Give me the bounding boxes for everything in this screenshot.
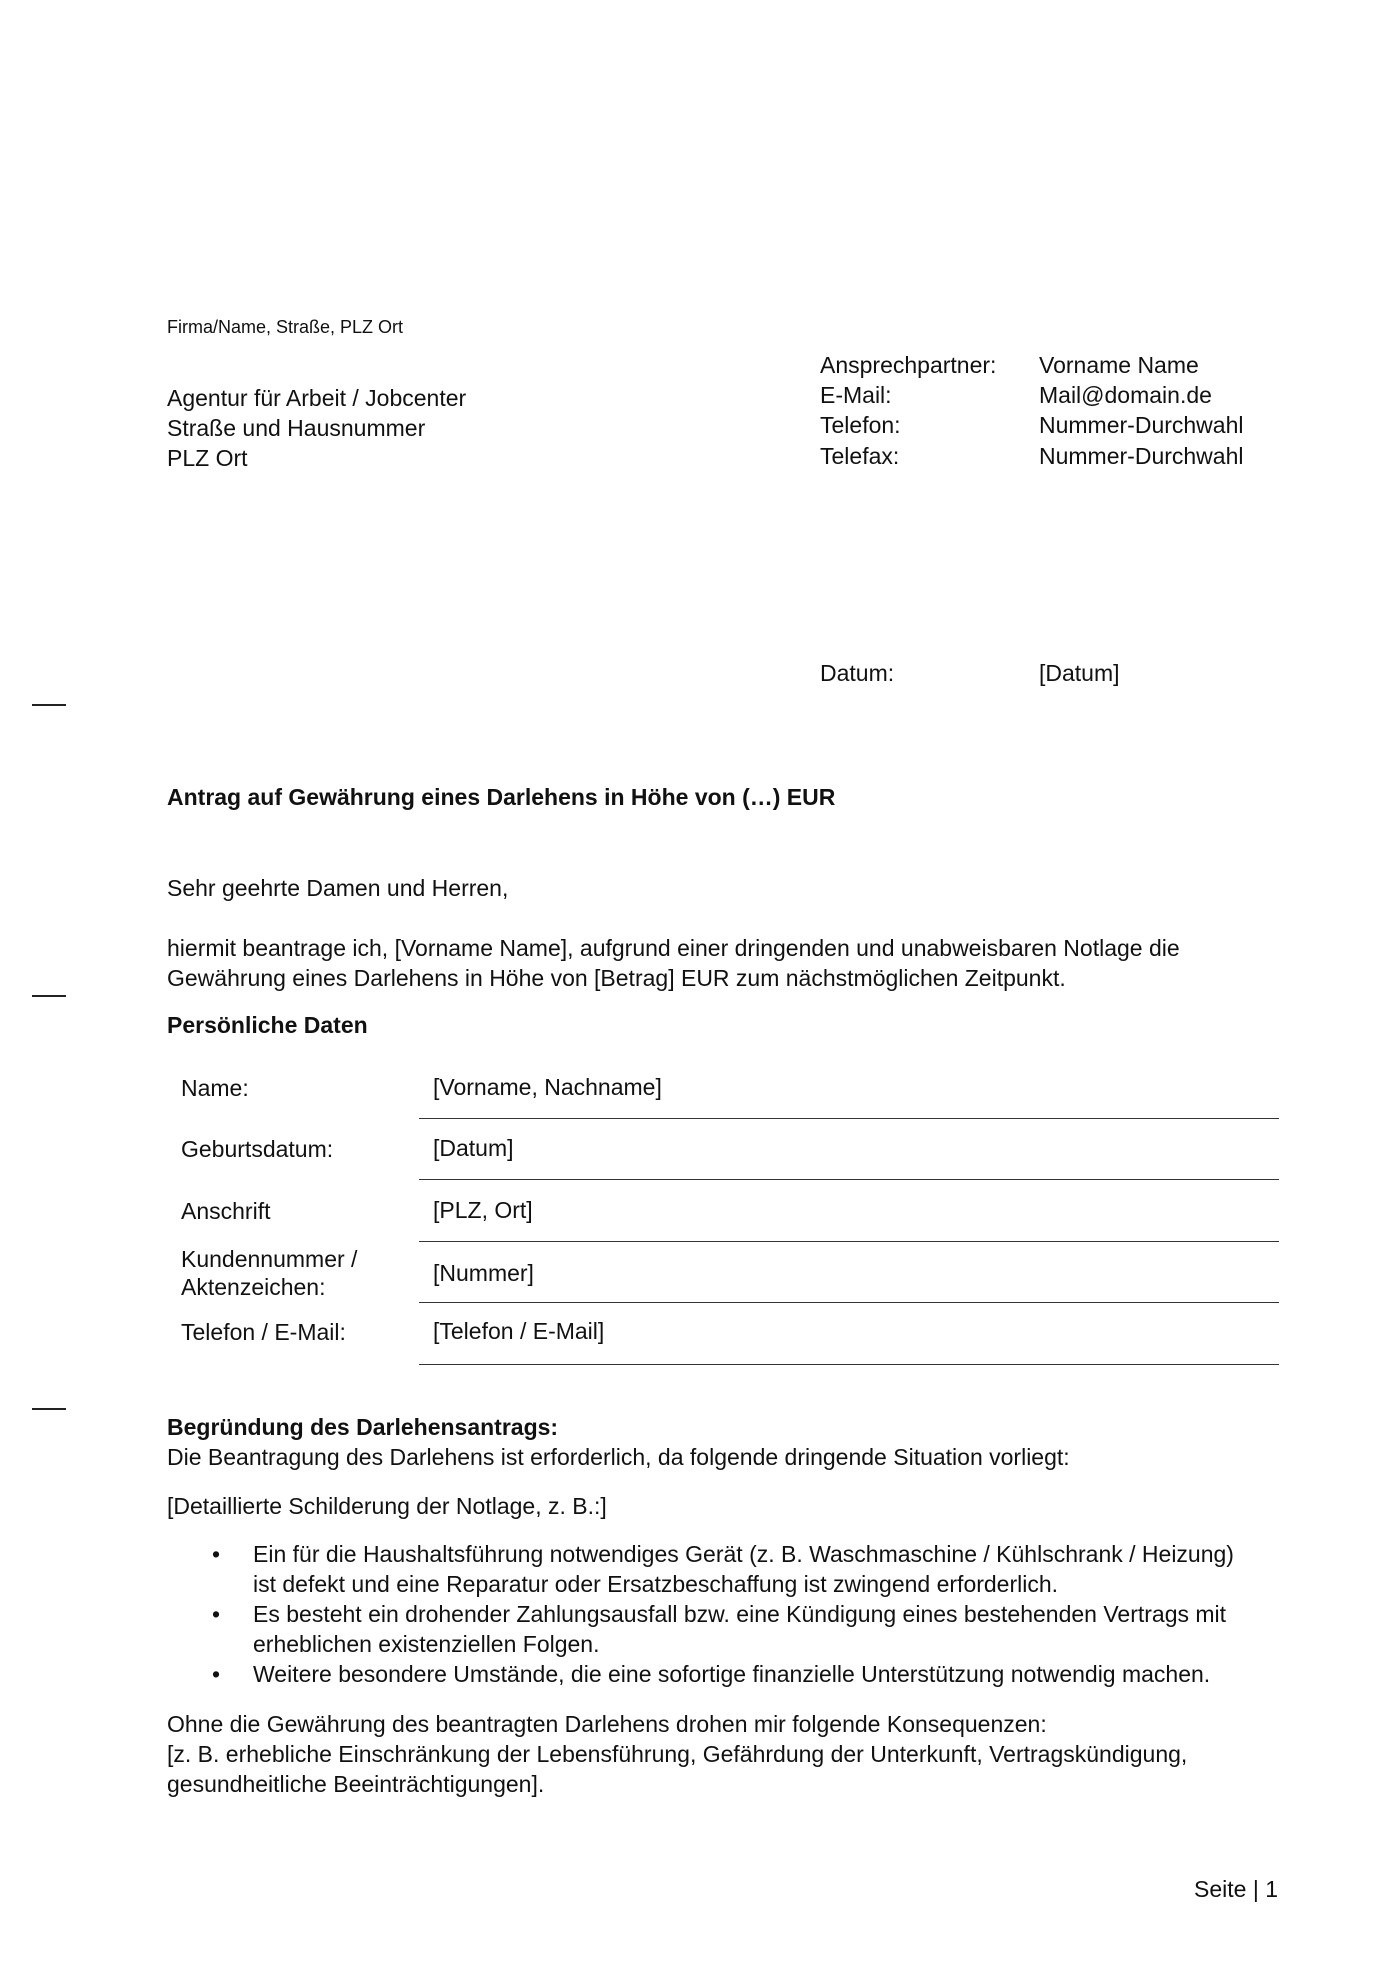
form-line (419, 1241, 1279, 1242)
recipient-line-2: Straße und Hausnummer (167, 415, 426, 441)
recipient-address (167, 383, 466, 473)
fax-value: Nummer-Durchwahl (1039, 443, 1244, 469)
form-value-contact[interactable]: [Telefon / E-Mail] (433, 1318, 605, 1344)
personal-data-heading: Persönliche Daten (167, 1012, 368, 1038)
email-value: Mail@domain.de (1039, 382, 1212, 408)
phone-value: Nummer-Durchwahl (1039, 412, 1244, 438)
punch-mark (32, 995, 66, 997)
form-value-customer-number[interactable]: [Nummer] (433, 1260, 534, 1286)
salutation: Sehr geehrte Damen und Herren, (167, 875, 509, 901)
reason-heading: Begründung des Darlehensantrags: (167, 1414, 559, 1440)
bullet-line-1: Weitere besondere Umstände, die eine sofortige finanzielle Unterstützung notwendig machen. (253, 1661, 1211, 1687)
date-value: [Datum] (1039, 660, 1120, 686)
sender-line: Firma/Name, Straße, PLZ Ort (167, 317, 404, 337)
intro-line-1: hiermit beantrage ich, [Vorname Name], aufgrund einer dringenden und unabweisbaren Notlage die (167, 935, 1180, 961)
date-label: Datum: (820, 660, 895, 686)
consequences-line-1: Ohne die Gewährung des beantragten Darlehens drohen mir folgende Konsequenzen: (167, 1711, 1047, 1737)
intro-line-2: Gewährung eines Darlehens in Höhe von [Betrag] EUR zum nächstmöglichen Zeitpunkt. (167, 965, 1066, 991)
list-item (167, 1599, 1297, 1659)
contact-person-label: Ansprechpartner: (820, 352, 997, 378)
list-item (167, 1659, 1297, 1689)
contact-person-value: Vorname Name (1039, 352, 1199, 378)
consequences-paragraph (167, 1709, 1187, 1799)
form-value-name[interactable]: [Vorname, Nachname] (433, 1074, 662, 1100)
list-item (167, 1539, 1297, 1599)
form-label-name: Name: (181, 1075, 249, 1101)
bullet-icon: • (212, 1541, 221, 1567)
fold-mark-top (32, 704, 66, 706)
bullet-line-2: erheblichen existenziellen Folgen. (253, 1631, 600, 1657)
phone-label: Telefon: (820, 412, 901, 438)
reason-line: Die Beantragung des Darlehens ist erforderlich, da folgende dringende Situation vorliegt: (167, 1444, 1070, 1470)
form-line (419, 1302, 1279, 1303)
form-line (419, 1179, 1279, 1180)
consequences-line-3: gesundheitliche Beeinträchtigungen]. (167, 1771, 545, 1797)
fax-label: Telefax: (820, 443, 900, 469)
email-label: E-Mail: (820, 382, 892, 408)
form-label-contact: Telefon / E-Mail: (181, 1319, 346, 1345)
fold-mark-bottom (32, 1408, 66, 1410)
reason-bullet-list (167, 1539, 1297, 1689)
bullet-icon: • (212, 1601, 221, 1627)
form-line (419, 1364, 1279, 1365)
form-label-address: Anschrift (181, 1198, 271, 1224)
reason-section (167, 1412, 1070, 1472)
page-number: Seite | 1 (1194, 1876, 1278, 1902)
bullet-icon: • (212, 1661, 221, 1687)
intro-paragraph (167, 933, 1180, 993)
consequences-line-2: [z. B. erhebliche Einschränkung der Lebensführung, Gefährdung der Unterkunft, Vertragskündigung, (167, 1741, 1188, 1767)
form-label-customer-number: Kundennummer / Aktenzeichen: (181, 1246, 358, 1300)
form-value-birthdate[interactable]: [Datum] (433, 1135, 514, 1161)
reason-detail: [Detaillierte Schilderung der Notlage, z. B.:] (167, 1493, 607, 1519)
bullet-line-1: Es besteht ein drohender Zahlungsausfall bzw. eine Kündigung eines bestehenden Vertrags mit (253, 1601, 1227, 1627)
recipient-line-3: PLZ Ort (167, 445, 248, 471)
recipient-line-1: Agentur für Arbeit / Jobcenter (167, 385, 467, 411)
bullet-line-2: ist defekt und eine Reparatur oder Ersatzbeschaffung ist zwingend erforderlich. (253, 1571, 1059, 1597)
form-label-birthdate: Geburtsdatum: (181, 1136, 334, 1162)
form-line (419, 1118, 1279, 1119)
form-value-address[interactable]: [PLZ, Ort] (433, 1197, 533, 1223)
bullet-line-1: Ein für die Haushaltsführung notwendiges Gerät (z. B. Waschmaschine / Kühlschrank / Heizung) (253, 1541, 1234, 1567)
subject-line: Antrag auf Gewährung eines Darlehens in Höhe von (…) EUR (167, 784, 836, 810)
